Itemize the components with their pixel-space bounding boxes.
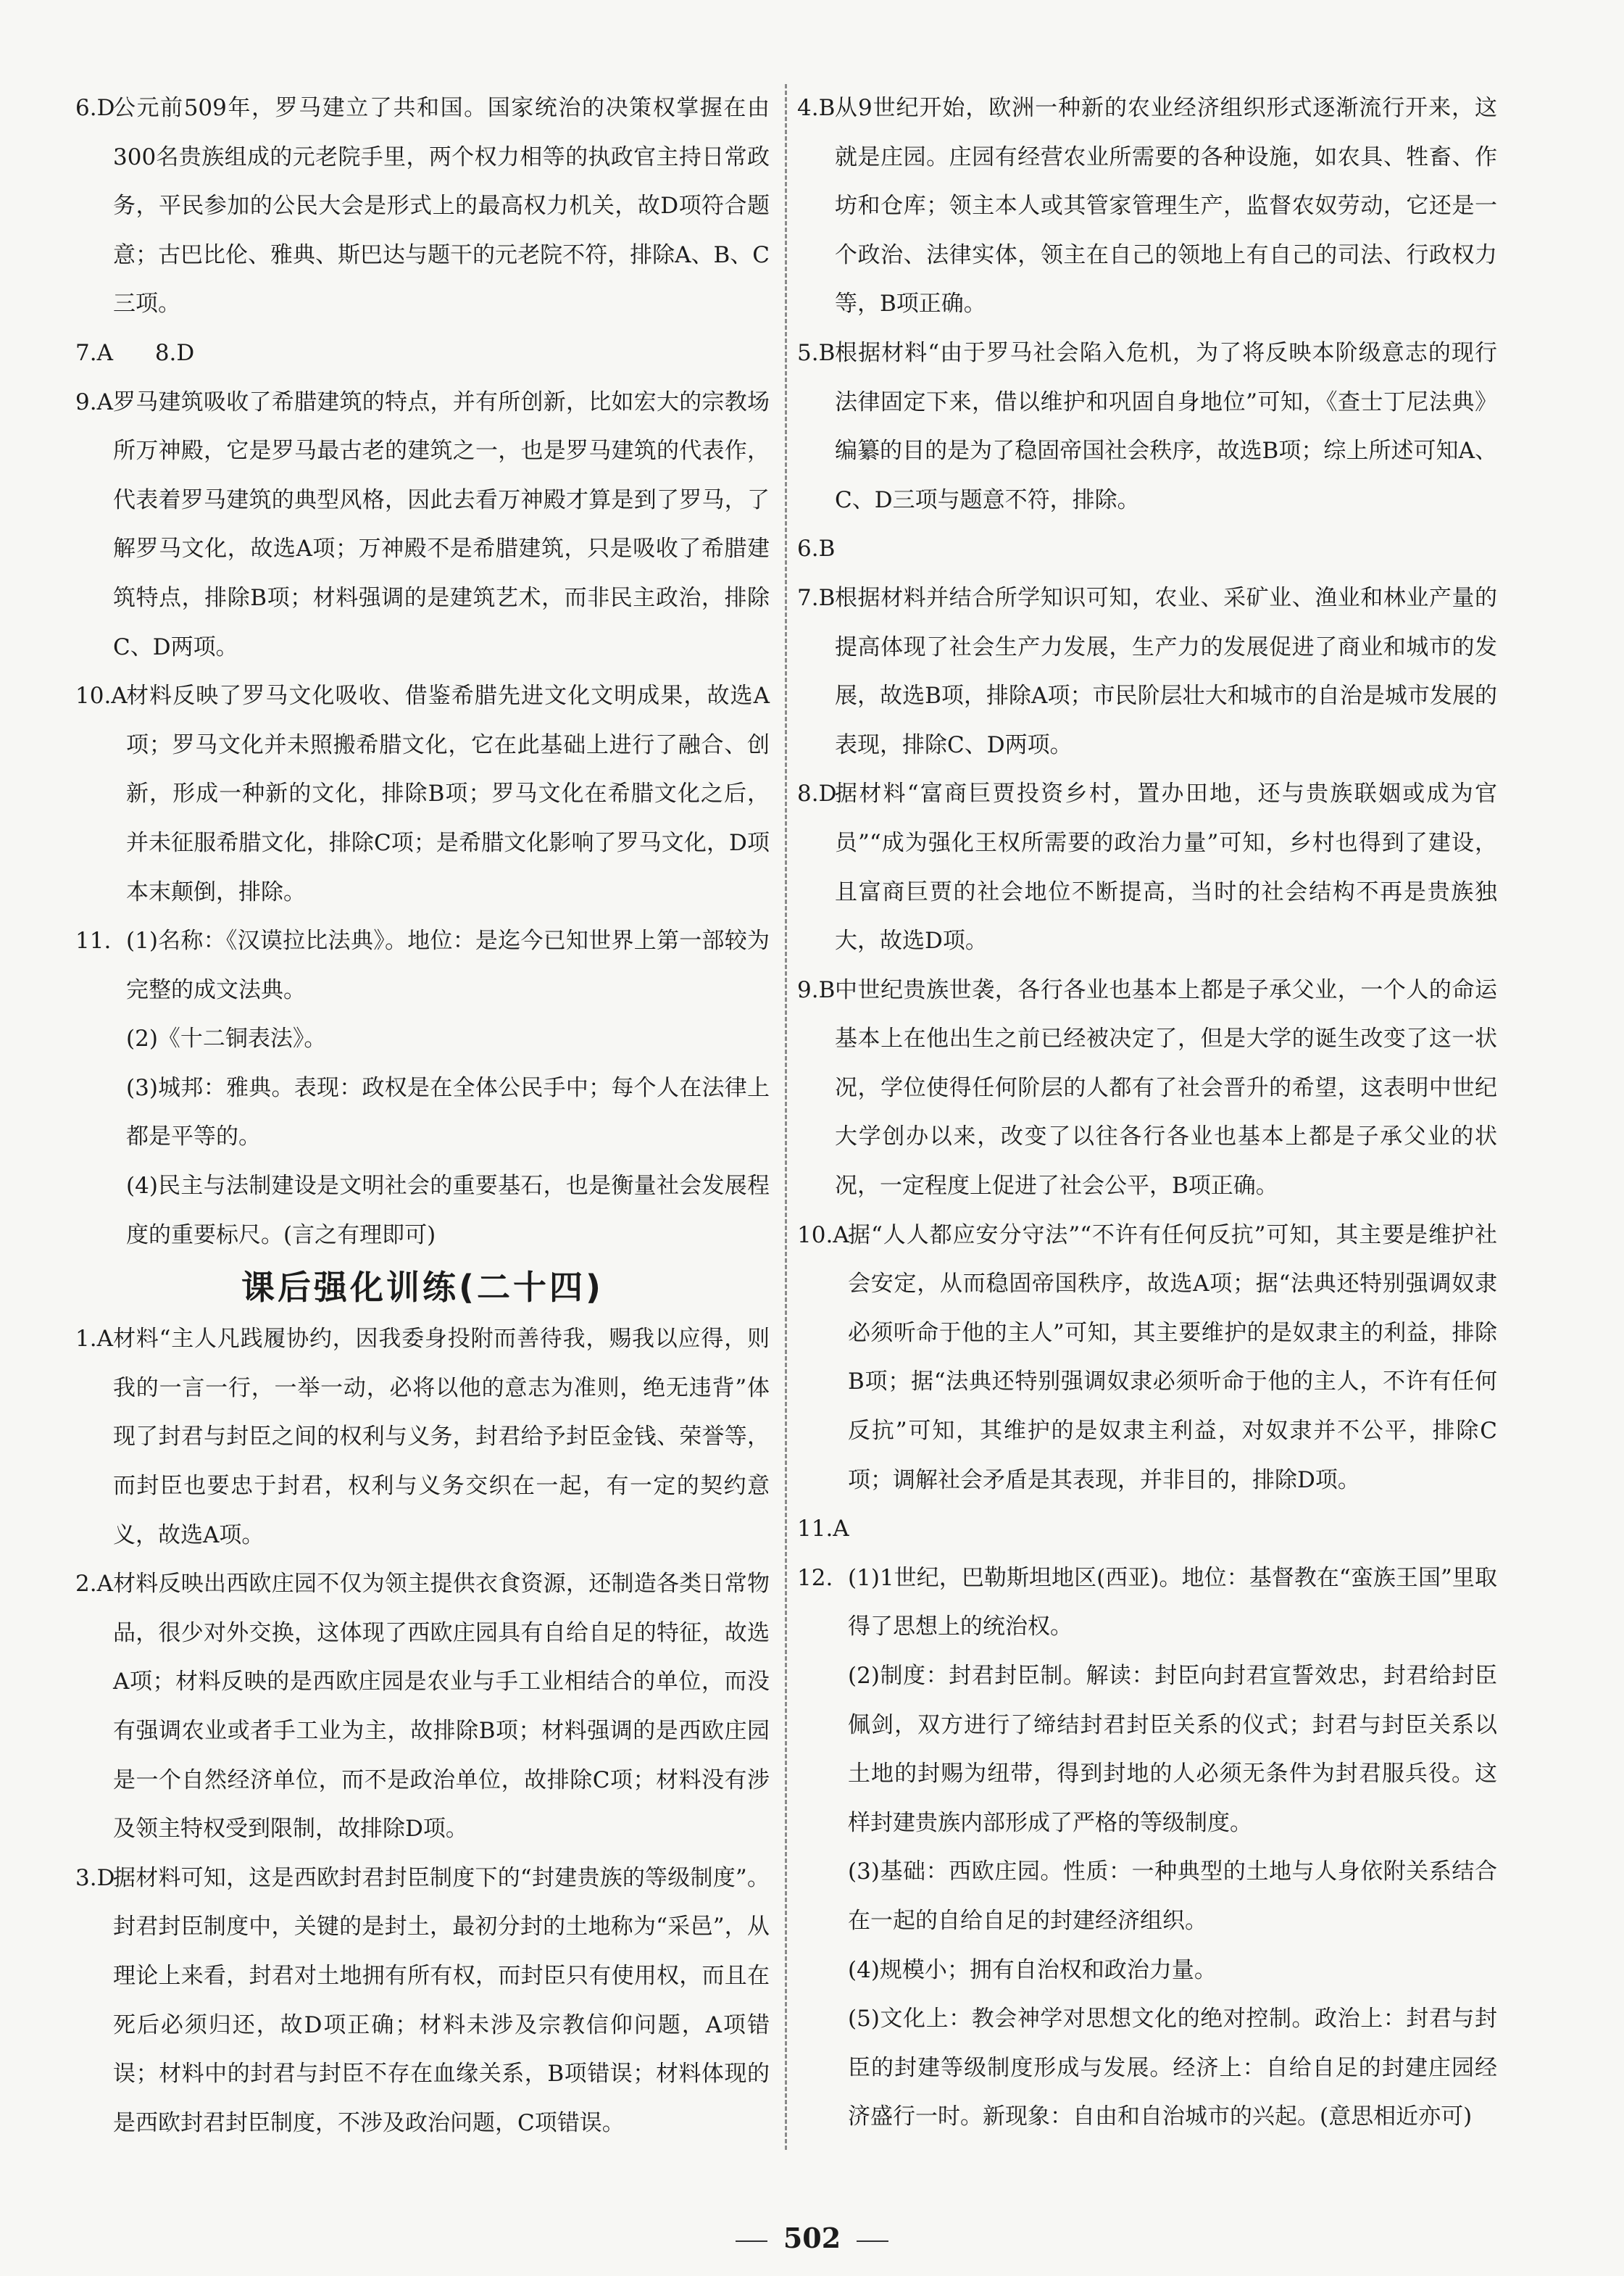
answer-text: 公元前509年，罗马建立了共和国。国家统治的决策权掌握在由300名贵族组成的元老院手里，两个权力相等的执政官主持日常政务，平民参加的公民大会是形式上的最高权力机关，故D项符合题意；古巴比伦、雅典、斯巴达与题干的元老院不符，排除A、B、C三项。 — [113, 95, 770, 317]
answer-number: 10.A — [797, 1221, 849, 1248]
answer-number: 2.A — [75, 1571, 113, 1598]
answer-text: 根据材料并结合所学知识可知，农业、采矿业、渔业和林业产量的提高体现了社会生产力发展，生产力的发展促进了商业和城市的发展，故选B项，排除A项；市民阶层壮大和城市的自治是城市发展的表现，排除C、D两项。 — [835, 584, 1497, 758]
page-number: 502 — [783, 2222, 841, 2254]
answer-part: (2)制度：封君封臣制。解读：封臣向封君宣誓效忠，封君给封臣佩剑，双方进行了缔结封君封臣关系的仪式；封君与封臣关系以土地的封赐为纽带，得到封地的人必须无条件为封君服兵役。这样封建贵族内部形成了严格的等级制度。 — [848, 1663, 1497, 1836]
answer-part: (4)民主与法制建设是文明社会的重要基石，也是衡量社会发展程度的重要标尺。(言之有理即可) — [126, 1173, 770, 1248]
answer-number: 6.B — [797, 536, 836, 562]
answer-text: 材料反映出西欧庄园不仅为领主提供衣食资源，还制造各类日常物品，很少对外交换，这体现了西欧庄园具有自给自足的特征，故选A项；材料反映的是西欧庄园是农业与手工业相结合的单位，而没有强调农业或者手工业为主，故排除B项；材料强调的是西欧庄园是一个自然经济单位，而不是政治单位，故排除C项；材料没有涉及领主特权受到限制，故排除D项。 — [113, 1571, 770, 1843]
answer-text: 材料“主人凡践履协约，因我委身投附而善待我，赐我以应得，则我的一言一行，一举一动，必将以他的意志为准则，绝无违背”体现了封君与封臣之间的权利与义务，封君给予封臣金钱、荣誉等，而封臣也要忠于封君，权利与义务交织在一起，有一定的契约意义，故选A项。 — [113, 1326, 770, 1548]
answer-item — [797, 574, 1497, 770]
answer-number: 12. — [797, 1564, 833, 1591]
answer-part: (2)《十二铜表法》。 — [126, 1026, 327, 1052]
answer-number: 10.A — [75, 683, 128, 710]
answer-part: (4)规模小；拥有自治权和政治力量。 — [848, 1956, 1217, 1983]
answer-item — [797, 1505, 1497, 1554]
answer-item — [75, 1854, 770, 2148]
answer-text: 中世纪贵族世袭，各行各业也基本上都是子承父业，一个人的命运基本上在他出生之前已经被决定了，但是大学的诞生改变了这一状况，学位使得任何阶层的人都有了社会晋升的希望，这表明中世纪大学创办以来，改变了以往各行各业也基本上都是子承父业的状况，一定程度上促进了社会公平，B项正确。 — [835, 976, 1497, 1200]
answer-number: 6.D — [75, 95, 115, 121]
answer-part: (1)名称：《汉谟拉比法典》。地位：是迄今已知世界上第一部较为完整的成文法典。 — [126, 928, 770, 1003]
answer-text: 罗马建筑吸收了希腊建筑的特点，并有所创新，比如宏大的宗教场所万神殿，它是罗马最古老的建筑之一，也是罗马建筑的代表作，代表着罗马建筑的典型风格，因此去看万神殿才算是到了罗马，了解罗马文化，故选A项；万神殿不是希腊建筑，只是吸收了希腊建筑特点，排除B项；材料强调的是建筑艺术，而非民主政治，排除C、D两项。 — [113, 389, 770, 660]
answer-number: 11. — [75, 928, 112, 955]
answer-text: 材料反映了罗马文化吸收、借鉴希腊先进文化文明成果，故选A项；罗马文化并未照搬希腊文化，它在此基础上进行了融合、创新，形成一种新的文化，排除B项；罗马文化在希腊文化之后，并未征服希腊文化，排除C项；是希腊文化影响了罗马文化，D项本末颠倒，排除。 — [126, 683, 770, 905]
answer-item — [75, 1315, 770, 1560]
answer-text: 据“人人都应安分守法”“不许有任何反抗”可知，其主要是维护社会安定，从而稳固帝国秩序，故选A项；据“法典还特别强调奴隶必须听命于他的主人”可知，其主要维护的是奴隶主的利益，排除B项；据“法典还特别强调奴隶必须听命于他的主人，不许有任何反抗”可知，其维护的是奴隶主利益，对奴隶并不公平，排除C项；调解社会矛盾是其表现，并非目的，排除D项。 — [848, 1221, 1497, 1493]
answer-item — [797, 84, 1497, 329]
page-footer — [0, 2222, 1624, 2254]
answer-part: (5)文化上：教会神学对思想文化的绝对控制。政治上：封君与封臣的封建等级制度形成与发展。经济上：自给自足的封建庄园经济盛行一时。新现象：自由和自治城市的兴起。(意思相近亦可) — [848, 2006, 1497, 2130]
answer-number: 4.B — [797, 95, 836, 121]
answer-item — [797, 329, 1497, 525]
answer-item — [75, 329, 770, 378]
answer-text: 据材料“富商巨贾投资乡村，置办田地，还与贵族联姻或成为官员”“成为强化王权所需要的政治力量”可知，乡村也得到了建设，且富商巨贾的社会地位不断提高，当时的社会结构不再是贵族独大，故选D项。 — [835, 781, 1497, 955]
answer-item — [797, 966, 1497, 1211]
answer-number: 9.B — [797, 976, 836, 1003]
section-title: 课后强化训练(二十四) — [241, 1268, 604, 1308]
footer-dash — [857, 2240, 888, 2242]
answer-part: (1)1世纪，巴勒斯坦地区(西亚)。地位：基督教在“蛮族王国”里取得了思想上的统治权。 — [848, 1564, 1497, 1640]
answer-part: (3)基础：西欧庄园。性质：一种典型的土地与人身依附关系结合在一起的自给自足的封建经济组织。 — [848, 1858, 1497, 1934]
answer-number: 11.A — [797, 1516, 849, 1542]
answer-item — [75, 84, 770, 329]
answer-number: 5.B — [797, 339, 836, 366]
answer-item — [797, 1554, 1497, 1652]
answer-number: 8.D — [154, 339, 195, 366]
answer-number: 3.D — [75, 1864, 115, 1891]
left-column — [75, 84, 770, 2148]
answer-item — [75, 672, 770, 917]
answer-item — [75, 378, 770, 673]
answer-text: 根据材料“由于罗马社会陷入危机，为了将反映本阶级意志的现行法律固定下来，借以维护和巩固自身地位”可知，《查士丁尼法典》编纂的目的是为了稳固帝国社会秩序，故选B项；综上所述可知A、C、D三项与题意不符，排除。 — [835, 339, 1497, 513]
answer-number: 7.A — [75, 339, 113, 366]
answer-number: 9.A — [75, 389, 113, 415]
footer-dash — [736, 2240, 767, 2242]
answer-number: 8.D — [797, 781, 837, 807]
answer-text: 从9世纪开始，欧洲一种新的农业经济组织形式逐渐流行开来，这就是庄园。庄园有经营农业所需要的各种设施，如农具、牲畜、作坊和仓库；领主本人或其管家管理生产，监督农奴劳动，它还是一个政治、法律实体，领主在自己的领地上有自己的司法、行政权力等，B项正确。 — [835, 95, 1497, 317]
answer-item — [75, 917, 770, 1015]
answer-number: 7.B — [797, 584, 836, 611]
column-divider — [785, 84, 787, 2150]
right-column — [797, 84, 1497, 2142]
answer-number: 1.A — [75, 1326, 113, 1353]
answer-item — [797, 525, 1497, 574]
answer-item — [797, 770, 1497, 965]
answer-item — [797, 1211, 1497, 1505]
answer-item — [75, 1560, 770, 1854]
answer-part: (3)城邦：雅典。表现：政权是在全体公民手中；每个人在法律上都是平等的。 — [126, 1074, 770, 1150]
answer-text: 据材料可知，这是西欧封君封臣制度下的“封建贵族的等级制度”。封君封臣制度中，关键的是封土，最初分封的土地称为“采邑”，从理论上来看，封君对土地拥有所有权，而封臣只有使用权，而且在死后必须归还，故D项正确；材料未涉及宗教信仰问题，A项错误；材料中的封君与封臣不存在血缘关系，B项错误；材料体现的是西欧封君封臣制度，不涉及政治问题，C项错误。 — [113, 1864, 770, 2136]
